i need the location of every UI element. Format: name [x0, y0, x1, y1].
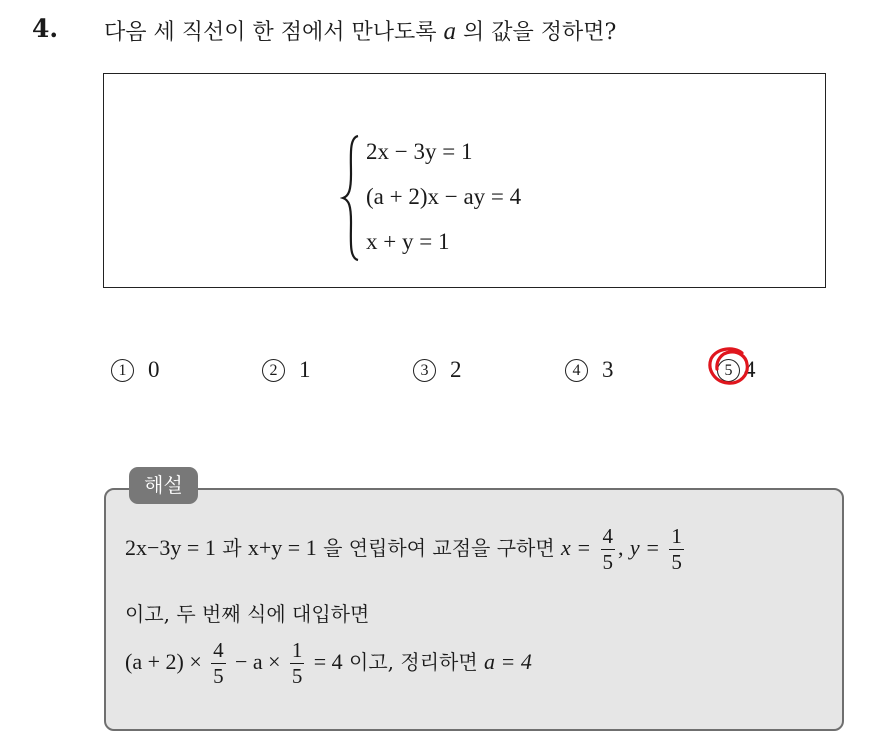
sol-word-1: 과 — [222, 536, 242, 560]
sol-word-3: 이고, 정리하면 — [349, 650, 478, 674]
solution-tag: 해설 — [129, 467, 198, 504]
sol-expr-1: (a + 2) × — [125, 649, 202, 674]
choice-2-value: 1 — [299, 357, 311, 382]
sol-expr-3: = 4 — [313, 649, 343, 674]
sol-eq-2: x+y = 1 — [247, 535, 317, 560]
equation-2 — [366, 184, 521, 210]
sol-y-den: 5 — [671, 550, 682, 574]
choice-3-marker: 3 — [413, 359, 436, 382]
question-text — [104, 15, 616, 46]
solution-line-1 — [125, 526, 687, 573]
sol-x-fraction — [601, 526, 616, 573]
choice-1[interactable] — [111, 357, 160, 383]
equation-1 — [366, 139, 472, 165]
choice-5-value: 4 — [744, 357, 756, 382]
choice-2[interactable] — [262, 357, 311, 383]
brace-icon — [340, 134, 364, 262]
equation-system-box — [103, 73, 826, 288]
sol-eq-1: 2x−3y = 1 — [125, 535, 216, 560]
sol-frac-1-den: 5 — [213, 664, 224, 688]
sol-frac-1 — [211, 640, 226, 687]
choice-1-value: 0 — [148, 357, 160, 382]
sol-sep: , — [618, 535, 624, 560]
choice-4[interactable] — [565, 357, 614, 383]
choice-1-marker: 1 — [111, 359, 134, 382]
sol-frac-2-den: 5 — [291, 664, 303, 688]
sol-x-lhs: x = — [561, 535, 592, 560]
solution-line-3 — [125, 640, 532, 687]
sol-y-lhs: y = — [629, 535, 660, 560]
choice-2-marker: 2 — [262, 359, 285, 382]
choice-4-value: 3 — [602, 357, 614, 382]
equation-2-text: (a + 2)x − ay = 4 — [366, 184, 522, 209]
sol-frac-1-num: 4 — [213, 638, 224, 662]
choice-3-value: 2 — [450, 357, 462, 382]
question-prefix: 다음 세 직선이 한 점에서 만나도록 — [104, 20, 437, 45]
sol-expr-2: − a × — [234, 649, 281, 674]
sol-word-2: 을 연립하여 교점을 구하면 — [323, 536, 555, 560]
question-suffix: 의 값을 정하면? — [463, 20, 617, 45]
sol-x-num: 4 — [602, 524, 613, 548]
equation-3-text: x + y = 1 — [366, 229, 450, 254]
choice-3[interactable] — [413, 357, 462, 383]
choice-4-marker: 4 — [565, 359, 588, 382]
sol-frac-2 — [290, 640, 305, 687]
sol-result: a = 4 — [484, 649, 532, 674]
sol-x-den: 5 — [602, 550, 613, 574]
sol-y-num: 1 — [671, 524, 682, 548]
sol-frac-2-num: 1 — [291, 638, 303, 662]
sol-y-fraction — [669, 526, 684, 573]
choice-5-marker: 5 — [717, 359, 740, 382]
question-number: 4. — [32, 14, 59, 43]
solution-line-2: 이고, 두 번째 식에 대입하면 — [125, 602, 370, 626]
question-variable: a — [443, 18, 456, 45]
answer-circle-mark — [706, 345, 752, 387]
equation-3 — [366, 229, 449, 255]
equation-1-text: 2x − 3y = 1 — [366, 139, 473, 164]
